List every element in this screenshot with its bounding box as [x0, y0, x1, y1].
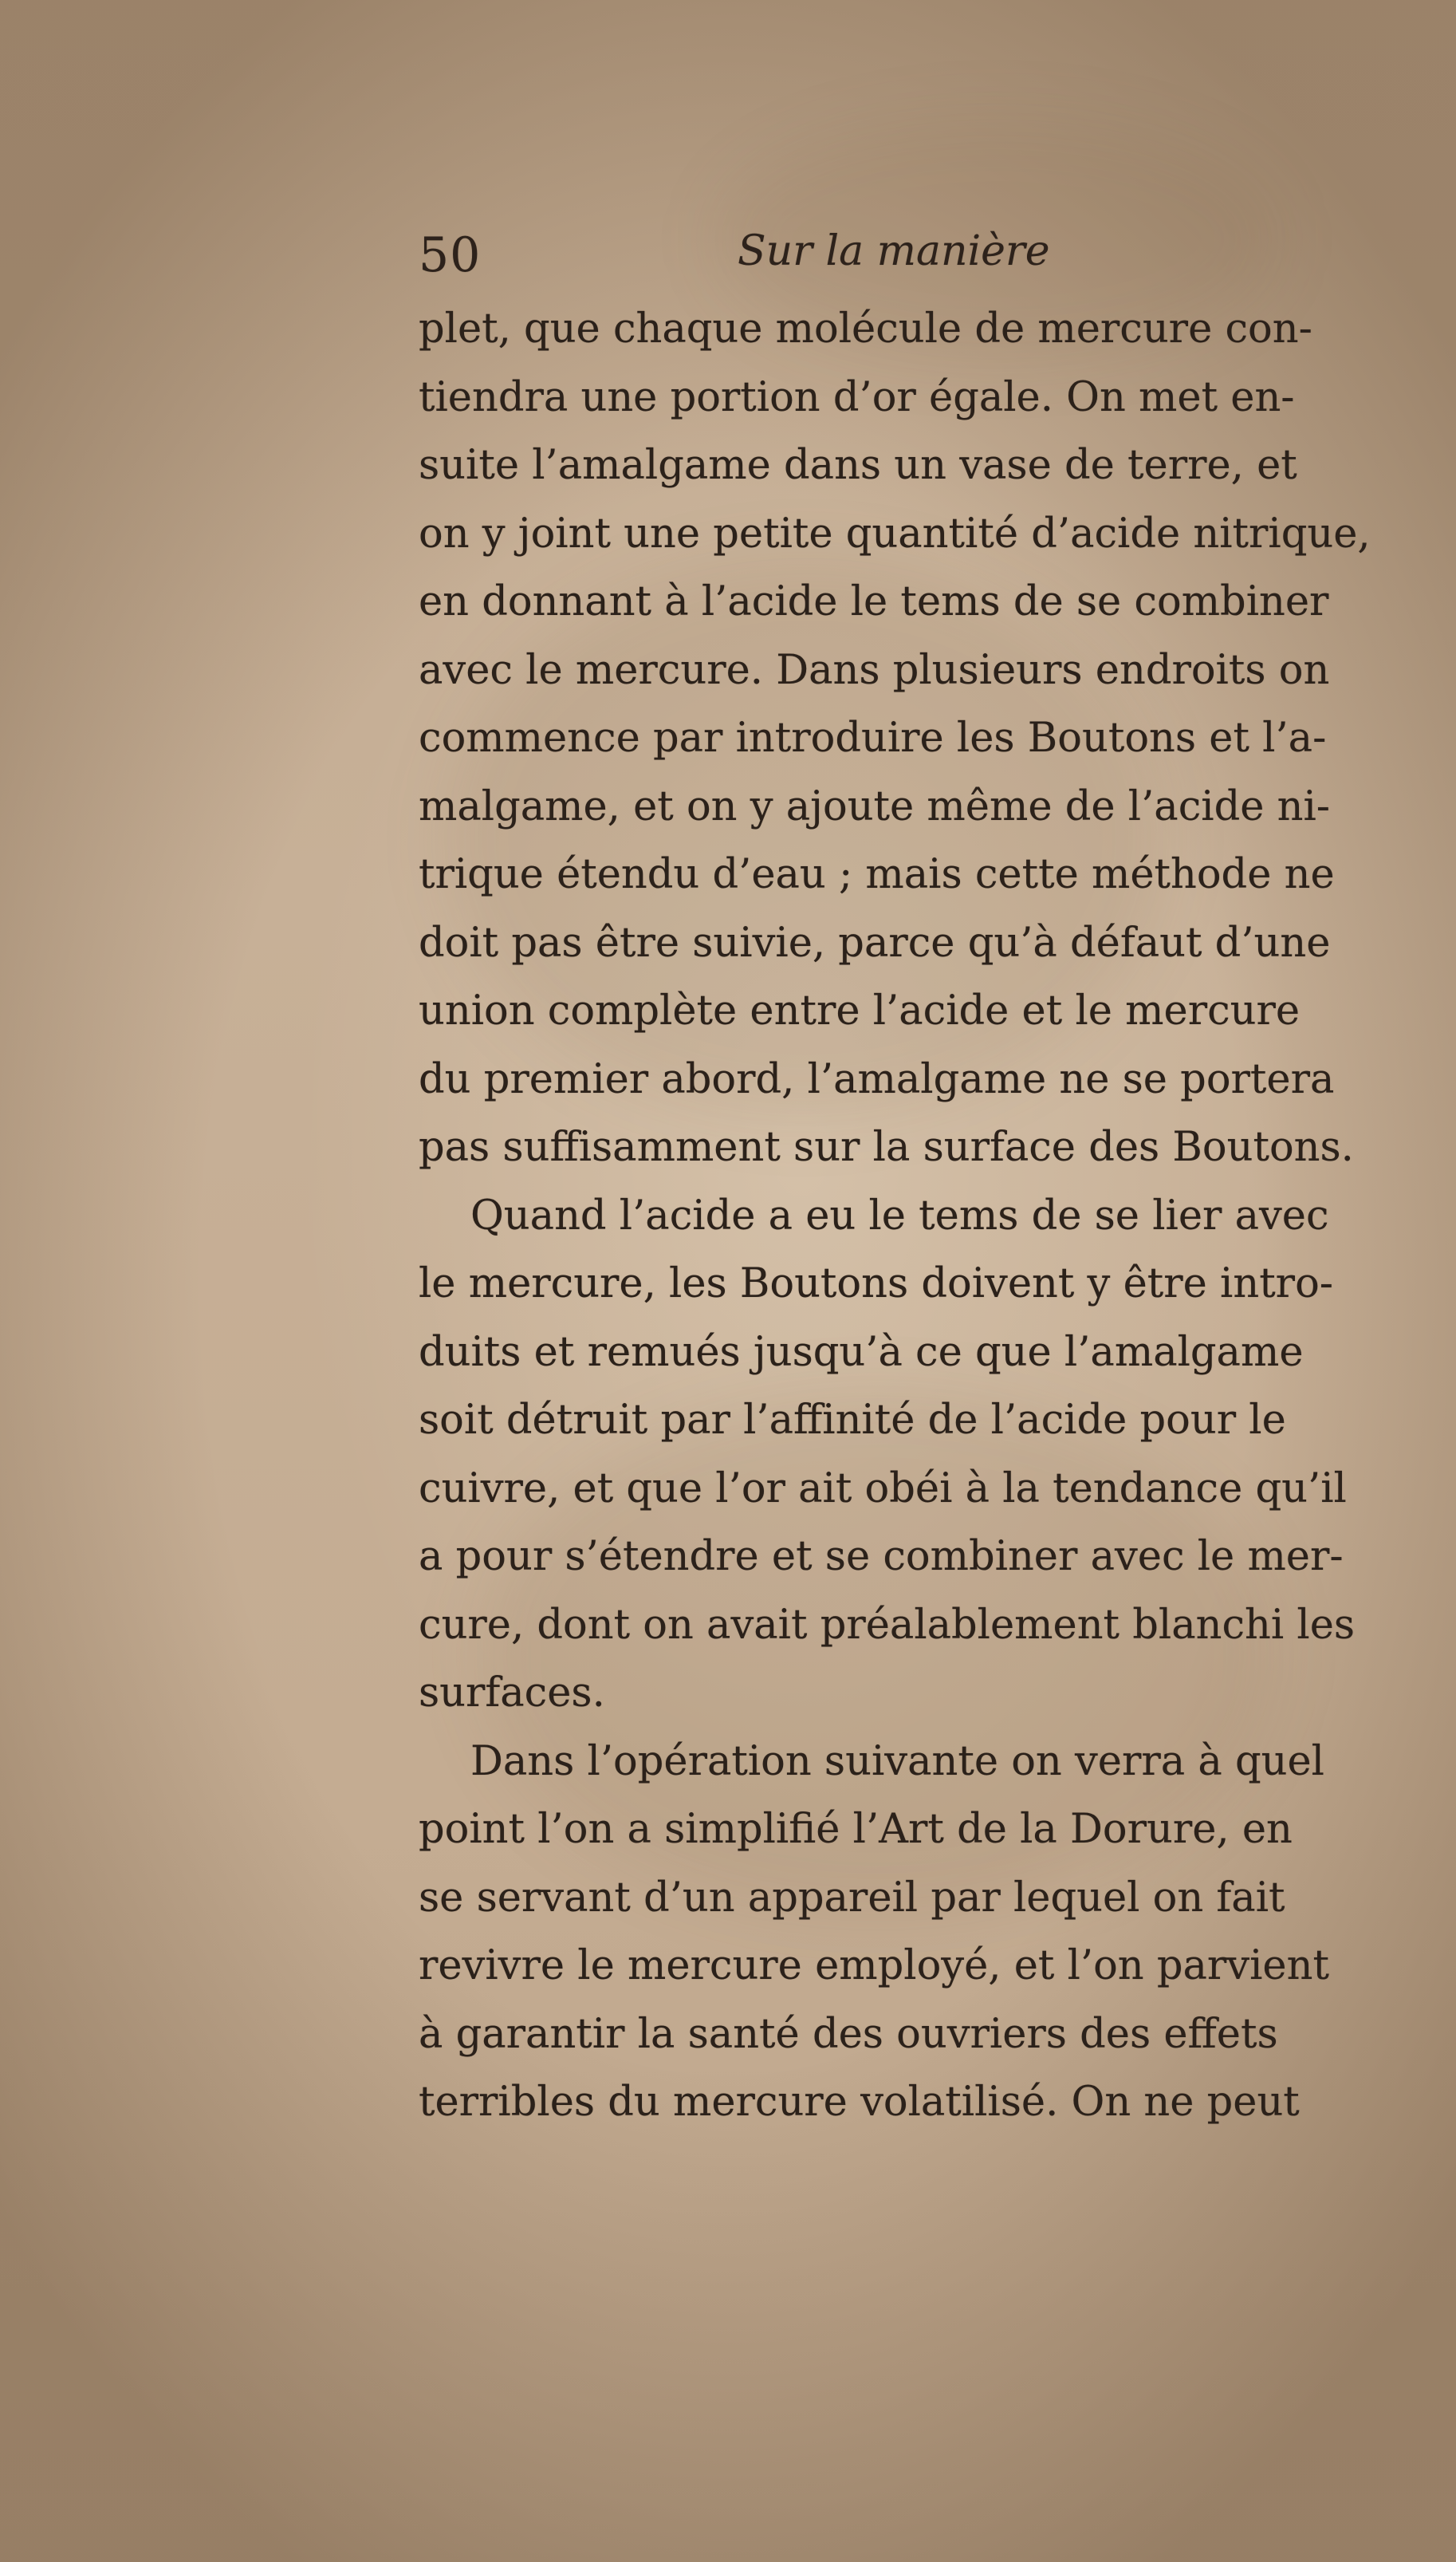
text-line: union complète entre l’acide et le mercure — [419, 987, 1301, 1035]
text-line: en donnant à l’acide le tems de se combiner — [419, 578, 1329, 625]
text-line: surfaces. — [419, 1669, 605, 1717]
text-line: pas suffisamment sur la surface des Boutons. — [419, 1124, 1354, 1171]
text-line: le mercure, les Boutons doivent y être intro- — [419, 1260, 1334, 1307]
running-head: Sur la manière — [738, 227, 1050, 275]
text-line: revivre le mercure employé, et l’on parvient — [419, 1942, 1329, 1989]
text-line: a pour s’étendre et se combiner avec le mer- — [419, 1533, 1344, 1580]
text-line: soit détruit par l’affinité de l’acide pour le — [419, 1397, 1286, 1444]
page-header — [419, 227, 1439, 291]
text-line: cure, dont on avait préalablement blanchi les — [419, 1601, 1356, 1649]
text-line: Dans l’opération suivante on verra à quel — [470, 1737, 1324, 1785]
text-line: plet, que chaque molécule de mercure con- — [419, 305, 1312, 353]
text-line: se servant d’un appareil par lequel on fait — [419, 1874, 1285, 1922]
text-line: commence par introduire les Boutons et l’a- — [419, 715, 1327, 762]
text-line: terribles du mercure volatilisé. On ne peut — [419, 2079, 1300, 2126]
body-text — [419, 295, 1431, 2137]
text-line: trique étendu d’eau ; mais cette méthode ne — [419, 851, 1335, 898]
text-line: tiendra une portion d’or égale. On met en- — [419, 373, 1295, 421]
text-line: duits et remués jusqu’à ce que l’amalgame — [419, 1328, 1304, 1376]
page-number: 50 — [419, 227, 482, 283]
text-line: suite l’amalgame dans un vase de terre, et — [419, 442, 1297, 489]
text-line: cuivre, et que l’or ait obéi à la tendance qu’il — [419, 1464, 1347, 1512]
text-line: à garantir la santé des ouvriers des effets — [419, 2010, 1278, 2058]
text-line: point l’on a simplifié l’Art de la Dorure, en — [419, 1806, 1293, 1853]
text-line: on y joint une petite quantité d’acide nitrique, — [419, 510, 1371, 558]
text-line: Quand l’acide a eu le tems de se lier avec — [470, 1192, 1329, 1240]
text-line: du premier abord, l’amalgame ne se portera — [419, 1055, 1335, 1103]
text-line: doit pas être suivie, parce qu’à défaut d’une — [419, 919, 1331, 967]
text-line: avec le mercure. Dans plusieurs endroits on — [419, 646, 1330, 694]
text-line: malgame, et on y ajoute même de l’acide ni- — [419, 782, 1330, 830]
